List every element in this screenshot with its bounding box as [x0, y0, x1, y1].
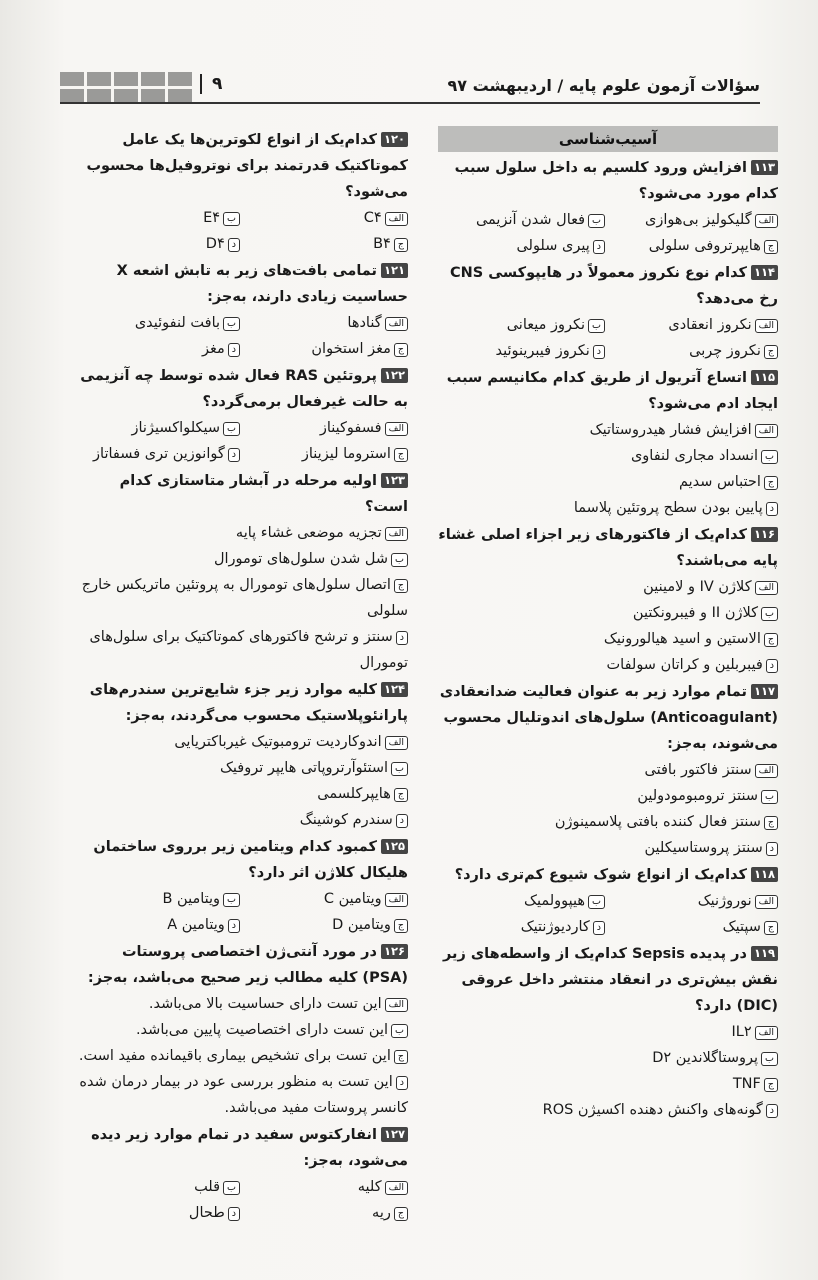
option-text: سیکلواکسیژناز [131, 420, 221, 436]
option-text: کلاژن II و فیبرونکتین [632, 605, 759, 621]
option-text: نوروژنیک [697, 893, 752, 909]
option-text: سندرم کوشینگ [299, 812, 393, 828]
option-b[interactable] [78, 415, 240, 441]
option-badge: ج [764, 633, 778, 647]
option-text: الاستین و اسید هیالورونیک [603, 631, 761, 647]
option-d[interactable] [438, 652, 778, 678]
question-stem: اتساع آتریول از طریق کدام مکانیسم سبب ایجاد ادم می‌شود؟ [446, 370, 778, 412]
option-badge: د [766, 842, 778, 856]
option-badge: ب [761, 790, 778, 804]
option-text: سنتز فعال کننده بافتی پلاسمینوژن [554, 814, 761, 830]
question-number: ۱۱۹ [751, 946, 778, 961]
page-header [60, 72, 760, 106]
option-b[interactable] [438, 312, 605, 338]
options [78, 415, 408, 467]
option-text: افزایش فشار هیدروستاتیک [589, 422, 752, 438]
option-text: نکروز چربی [689, 343, 761, 359]
option-badge: ب [588, 319, 605, 333]
option-badge: ب [588, 895, 605, 909]
option-d[interactable] [78, 336, 240, 362]
option-badge: ج [764, 921, 778, 935]
option-b[interactable] [78, 1174, 240, 1200]
option-text: استئوآرتروپاتی هایپر تروفیک [219, 760, 389, 776]
option-b[interactable] [78, 546, 408, 572]
option-c[interactable] [246, 1200, 408, 1226]
option-text: طحال [188, 1205, 225, 1221]
option-badge: د [228, 343, 240, 357]
options [78, 729, 408, 833]
option-text: نکروز میعانی [506, 317, 586, 333]
header-rule [60, 102, 760, 104]
option-text: این تست دارای حساسیت بالا می‌باشد. [148, 996, 382, 1012]
option-badge: ج [394, 1050, 408, 1064]
option-a[interactable] [246, 415, 408, 441]
question-text [78, 677, 408, 729]
question-stem: کلیه موارد زیر جزء شایع‌ترین سندرم‌های پارانئوپلاستیک محسوب می‌گردند، به‌جز: [89, 682, 408, 724]
option-a[interactable] [246, 205, 408, 231]
option-c[interactable] [246, 336, 408, 362]
options [438, 1019, 778, 1123]
option-text: شل شدن سلول‌های تومورال [213, 551, 389, 567]
option-text: پایین بودن سطح پروتئین پلاسما [573, 500, 763, 516]
option-c[interactable] [438, 626, 778, 652]
question-stem: پروتئین RAS فعال شده توسط چه آنزیمی به حالت غیرفعال برمی‌گردد؟ [80, 368, 408, 410]
option-text: E۴ [203, 210, 221, 226]
options [438, 757, 778, 861]
option-text: نکروز فیبرینوئید [495, 343, 590, 359]
option-badge: ج [764, 1078, 778, 1092]
option-d[interactable] [78, 441, 240, 467]
option-badge: ب [223, 1181, 240, 1195]
option-badge: الف [385, 998, 408, 1012]
option-c[interactable] [78, 572, 408, 624]
question-number: ۱۲۴ [381, 682, 408, 697]
question-number: ۱۱۶ [751, 527, 778, 542]
option-badge: ج [394, 1207, 408, 1221]
option-badge: الف [385, 1181, 408, 1195]
question-number: ۱۲۲ [381, 368, 408, 383]
option-d[interactable] [438, 495, 778, 521]
option-badge: ج [394, 788, 408, 802]
option-text: استروما لیزیناز [301, 446, 391, 462]
option-badge: د [396, 1076, 408, 1090]
option-text: هایپرتروفی سلولی [648, 238, 761, 254]
option-badge: د [228, 448, 240, 462]
option-text: پروستاگلاندین D۲ [652, 1050, 759, 1066]
option-b[interactable] [78, 205, 240, 231]
option-d[interactable] [438, 914, 605, 940]
option-text: قلب [194, 1179, 221, 1195]
option-c[interactable] [246, 441, 408, 467]
question-text [438, 365, 778, 417]
question-stem: کمبود کدام ویتامین زیر برروی ساختمان هلیکال کلاژن اثر دارد؟ [93, 839, 408, 881]
option-badge: د [593, 240, 605, 254]
option-text: انسداد مجاری لنفاوی [630, 448, 759, 464]
section-title: آسیب‌شناسی [438, 126, 778, 152]
option-badge: ج [394, 579, 408, 593]
question-number: ۱۲۱ [381, 263, 408, 278]
question-stem: افزایش ورود کلسیم به داخل سلول سبب کدام مورد می‌شود؟ [454, 160, 778, 202]
question-stem: در پدیده Sepsis کدام‌یک از واسطه‌های زیر نقش بیش‌تری در انعقاد منتشر داخل عروقی (DIC) دارد؟ [442, 946, 778, 1014]
option-c[interactable] [78, 1043, 408, 1069]
option-badge: ج [764, 476, 778, 490]
question-text [438, 862, 778, 888]
option-b[interactable] [438, 1045, 778, 1071]
options [438, 417, 778, 521]
question-text [78, 939, 408, 991]
option-badge: ب [761, 1052, 778, 1066]
option-badge: د [228, 238, 240, 252]
option-d[interactable] [438, 338, 605, 364]
option-text: این تست برای تشخیص بیماری باقیمانده مفید است. [78, 1048, 391, 1064]
option-badge: ب [391, 762, 408, 776]
option-badge: ب [761, 607, 778, 621]
question-stem: کدام‌یک از فاکتورهای زیر اجزاء اصلی غشاء پایه می‌باشند؟ [438, 527, 778, 569]
option-badge: ب [223, 422, 240, 436]
option-c[interactable] [438, 1071, 778, 1097]
option-badge: د [593, 921, 605, 935]
option-badge: ب [391, 553, 408, 567]
option-text: گنادها [347, 315, 382, 331]
option-a[interactable] [246, 886, 408, 912]
option-d[interactable] [438, 1097, 778, 1123]
option-text: گوانوزین تری فسفاتاز [93, 446, 225, 462]
option-b[interactable] [78, 755, 408, 781]
option-text: اندوکاردیت ترومبوتیک غیرباکتریایی [174, 734, 382, 750]
option-badge: الف [755, 895, 778, 909]
option-badge: ج [394, 919, 408, 933]
options [78, 1174, 408, 1226]
question-text [78, 1122, 408, 1174]
option-text: بافت لنفوئیدی [134, 315, 221, 331]
option-text: TNF [732, 1076, 761, 1092]
option-a[interactable] [438, 757, 778, 783]
options [78, 310, 408, 362]
option-badge: د [766, 659, 778, 673]
option-badge: د [228, 1207, 240, 1221]
question-number: ۱۱۳ [751, 160, 778, 175]
option-text: C۴ [363, 210, 382, 226]
question-stem: کدام‌یک از انواع لکوترین‌ها یک عامل کموتاکتیک قدرتمند برای نوتروفیل‌ها محسوب می‌شود؟ [86, 132, 408, 200]
option-a[interactable] [611, 312, 778, 338]
right-column [438, 126, 778, 1123]
option-a[interactable] [78, 729, 408, 755]
option-a[interactable] [246, 1174, 408, 1200]
options [438, 312, 778, 364]
option-text: ویتامین C [323, 891, 382, 907]
option-c[interactable] [438, 469, 778, 495]
option-d[interactable] [78, 1200, 240, 1226]
option-badge: ج [394, 448, 408, 462]
question-text [78, 258, 408, 310]
question-number: ۱۲۵ [381, 839, 408, 854]
option-c[interactable] [438, 809, 778, 835]
option-text: B۴ [373, 236, 391, 252]
option-text: سنتز و ترشح فاکتورهای کموتاکتیک برای سلول‌های تومورال [89, 629, 408, 671]
option-badge: ج [764, 816, 778, 830]
option-text: ویتامین D [332, 917, 391, 933]
option-text: ویتامین A [167, 917, 225, 933]
option-badge: ج [764, 240, 778, 254]
option-b[interactable] [78, 886, 240, 912]
question-number: ۱۲۳ [381, 473, 408, 488]
option-a[interactable] [438, 417, 778, 443]
option-text: سنتز پروستاسیکلین [644, 840, 763, 856]
option-text: D۴ [205, 236, 225, 252]
option-badge: الف [755, 764, 778, 778]
question-list-right [438, 155, 778, 1123]
option-badge: ج [394, 343, 408, 357]
option-badge: الف [385, 893, 408, 907]
question-text [438, 941, 778, 1019]
option-a[interactable] [438, 574, 778, 600]
option-text: سنتز فاکتور بافتی [644, 762, 752, 778]
page-title: سؤالات آزمون علوم پایه / اردیبهشت ۹۷ [447, 76, 760, 95]
option-text: احتباس سدیم [678, 474, 761, 490]
option-c[interactable] [246, 231, 408, 257]
option-a[interactable] [78, 991, 408, 1017]
option-c[interactable] [611, 338, 778, 364]
option-badge: الف [385, 212, 408, 226]
options [438, 888, 778, 940]
option-badge: ب [223, 317, 240, 331]
question-text [438, 155, 778, 207]
option-badge: ج [394, 238, 408, 252]
option-badge: ب [391, 1024, 408, 1038]
options [78, 886, 408, 938]
option-badge: الف [755, 1026, 778, 1040]
option-text: تجزیه موضعی غشاء پایه [235, 525, 382, 541]
question-list-left [78, 127, 408, 1226]
option-b[interactable] [78, 310, 240, 336]
question-stem: کدام‌یک از انواع شوک شیوع کم‌تری دارد؟ [454, 867, 747, 883]
option-badge: الف [385, 736, 408, 750]
option-badge: د [396, 631, 408, 645]
option-badge: ب [588, 214, 605, 228]
options [78, 520, 408, 676]
option-badge: د [766, 1104, 778, 1118]
option-text: گلیکولیز بی‌هوازی [645, 212, 752, 228]
option-text: ریه [372, 1205, 391, 1221]
option-badge: ب [223, 893, 240, 907]
option-text: IL۲ [731, 1024, 752, 1040]
page-number: ۹ [200, 74, 222, 94]
question-number: ۱۱۵ [751, 370, 778, 385]
options [438, 574, 778, 678]
option-badge: الف [385, 422, 408, 436]
option-text: مغز استخوان [311, 341, 391, 357]
option-c[interactable] [78, 781, 408, 807]
option-d[interactable] [78, 912, 240, 938]
option-a[interactable] [611, 888, 778, 914]
question-text [78, 834, 408, 886]
option-b[interactable] [438, 600, 778, 626]
question-text [438, 679, 778, 757]
option-badge: الف [755, 424, 778, 438]
question-number: ۱۱۷ [751, 684, 778, 699]
question-text [78, 468, 408, 520]
option-text: کلیه [357, 1179, 382, 1195]
option-badge: الف [755, 319, 778, 333]
question-stem: تمام موارد زیر به عنوان فعالیت ضدانعقادی (Anticoagulant) سلول‌های اندوتلیال محسوب می‌شوند، به‌جز: [439, 684, 778, 752]
option-d[interactable] [438, 835, 778, 861]
option-badge: ج [764, 345, 778, 359]
option-text: سنتز ترومبومودولین [637, 788, 759, 804]
option-b[interactable] [78, 1017, 408, 1043]
option-text: مغز [202, 341, 225, 357]
option-text: ویتامین B [162, 891, 221, 907]
option-d[interactable] [78, 624, 408, 676]
option-d[interactable] [78, 807, 408, 833]
option-text: فسفوکیناز [319, 420, 382, 436]
option-text: کلاژن IV و لامینین [643, 579, 752, 595]
question-text [438, 522, 778, 574]
option-b[interactable] [438, 783, 778, 809]
question-stem: اولیه مرحله در آبشار متاستازی کدام است؟ [119, 473, 408, 515]
options [78, 991, 408, 1121]
option-a[interactable] [246, 310, 408, 336]
option-c[interactable] [611, 914, 778, 940]
question-text [78, 127, 408, 205]
option-b[interactable] [438, 443, 778, 469]
question-number: ۱۲۰ [381, 132, 408, 147]
option-b[interactable] [438, 888, 605, 914]
option-text: نکروز انعقادی [668, 317, 752, 333]
option-text: گونه‌های واکنش دهنده اکسیژن ROS [542, 1102, 763, 1118]
question-stem: انفارکتوس سفید در تمام موارد زیر دیده می‌شود، به‌جز: [91, 1127, 408, 1169]
question-number: ۱۱۴ [751, 265, 778, 280]
option-text: هایپرکلسمی [317, 786, 391, 802]
option-badge: د [228, 919, 240, 933]
option-badge: الف [755, 214, 778, 228]
option-c[interactable] [611, 233, 778, 259]
question-number: ۱۲۷ [381, 1127, 408, 1142]
option-a[interactable] [611, 207, 778, 233]
option-text: سپتیک [722, 919, 761, 935]
question-number: ۱۱۸ [751, 867, 778, 882]
question-text [438, 260, 778, 312]
option-c[interactable] [246, 912, 408, 938]
header-decoration [60, 72, 192, 103]
option-text: این تست دارای اختصاصیت پایین می‌باشد. [135, 1022, 389, 1038]
left-column [78, 126, 408, 1226]
option-d[interactable] [78, 1069, 408, 1121]
option-badge: د [593, 345, 605, 359]
option-d[interactable] [438, 233, 605, 259]
option-badge: الف [385, 317, 408, 331]
option-d[interactable] [78, 231, 240, 257]
option-badge: ب [223, 212, 240, 226]
option-a[interactable] [78, 520, 408, 546]
option-text: پیری سلولی [516, 238, 590, 254]
option-badge: د [396, 814, 408, 828]
options [78, 205, 408, 257]
option-text: هیپوولمیک [524, 893, 586, 909]
option-text: کاردیوژنتیک [520, 919, 590, 935]
question-stem: کدام نوع نکروز معمولاً در هایپوکسی CNS رخ می‌دهد؟ [449, 265, 778, 307]
option-text: فیبربلین و کراتان سولفات [606, 657, 763, 673]
option-text: اتصال سلول‌های تومورال به پروتئین ماتریکس خارج سلولی [81, 577, 408, 619]
question-stem: در مورد آنتی‌ژن اختصاصی پروستات (PSA) کلیه مطالب زیر صحیح می‌باشد، به‌جز: [87, 944, 408, 986]
option-badge: الف [385, 527, 408, 541]
question-number: ۱۲۶ [381, 944, 408, 959]
question-text [78, 363, 408, 415]
option-badge: د [766, 502, 778, 516]
option-badge: ب [761, 450, 778, 464]
option-badge: الف [755, 581, 778, 595]
options [438, 207, 778, 259]
option-text: فعال شدن آنزیمی [475, 212, 586, 228]
option-text: این تست به منظور بررسی عود در بیمار درمان شده کانسر پروستات مفید می‌باشد. [79, 1074, 408, 1116]
question-stem: تمامی بافت‌های زیر به تابش اشعه X حساسیت زیادی دارند، به‌جز: [116, 263, 408, 305]
option-a[interactable] [438, 1019, 778, 1045]
option-b[interactable] [438, 207, 605, 233]
